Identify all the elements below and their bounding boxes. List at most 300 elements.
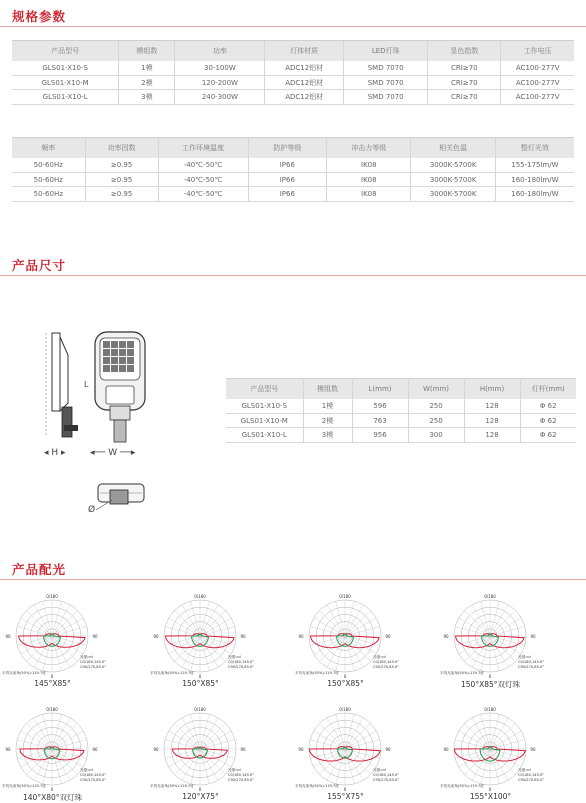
polar-spoke bbox=[345, 636, 363, 667]
polar-spoke bbox=[345, 714, 354, 749]
polar-spoke bbox=[52, 718, 70, 749]
table-cell: 50-60Hz bbox=[12, 187, 85, 202]
polar-caption: 140°X80°双灯珠 bbox=[23, 793, 82, 802]
polar-spoke bbox=[200, 749, 225, 774]
polar-spoke bbox=[490, 636, 499, 671]
polar-spoke bbox=[465, 636, 490, 661]
polar-spoke bbox=[327, 636, 345, 667]
polar-legend-text: C0/180,145.0° bbox=[373, 773, 400, 777]
polar-axis-label: 0/180 bbox=[484, 594, 496, 599]
polar-axis-label: 90 bbox=[298, 634, 304, 639]
polar-spoke bbox=[34, 749, 52, 780]
table-cell: CRI≥70 bbox=[428, 61, 501, 76]
table-cell: 956 bbox=[352, 428, 408, 443]
polar-spoke bbox=[52, 636, 77, 661]
table-cell: GLS01-X10-S bbox=[226, 399, 303, 414]
section-title-specs: 规格参数 bbox=[12, 9, 67, 24]
polar-spoke bbox=[490, 618, 521, 636]
table-cell: 250 bbox=[408, 413, 464, 428]
polar-spoke bbox=[27, 724, 52, 749]
polar-spoke bbox=[336, 749, 345, 784]
polar-spoke bbox=[345, 636, 370, 661]
polar-axis-label: 90 bbox=[153, 747, 159, 752]
polar-legend-text: C0/180,145.0° bbox=[80, 660, 107, 664]
polar-spoke bbox=[490, 740, 525, 749]
polar-spoke bbox=[52, 731, 83, 749]
polar-spoke bbox=[327, 749, 345, 780]
polar-legend-text: C90/270,85.0° bbox=[518, 665, 545, 669]
polar-spoke bbox=[21, 618, 52, 636]
polar-axis-label: 0 bbox=[488, 674, 492, 679]
polar-legend-text: C90/270,85.0° bbox=[228, 778, 255, 782]
table-cell: CRI≥70 bbox=[428, 75, 501, 90]
table-cell: 3000K-5700K bbox=[411, 158, 495, 173]
polar-legend-text: 光强:cd bbox=[228, 768, 241, 772]
polar-spoke bbox=[345, 724, 370, 749]
table-row bbox=[12, 172, 574, 187]
polar-spoke bbox=[327, 605, 345, 636]
polar-caption: 150°X85°双灯珠 bbox=[461, 680, 520, 689]
polar-spoke bbox=[200, 636, 225, 661]
polar-spoke bbox=[345, 605, 363, 636]
polar-spoke bbox=[314, 749, 345, 767]
polar-axis-label: 90 bbox=[92, 634, 98, 639]
polar-diagram bbox=[438, 592, 583, 684]
dim-l-label: L bbox=[84, 380, 89, 389]
table-cell: 763 bbox=[352, 413, 408, 428]
polar-spoke bbox=[43, 714, 52, 749]
table-header-cell: 冲击力等级 bbox=[327, 138, 411, 158]
spec-table-2 bbox=[12, 137, 574, 202]
polar-spoke bbox=[52, 714, 61, 749]
polar-spoke bbox=[175, 724, 200, 749]
section-divider bbox=[0, 579, 586, 580]
polar-spoke bbox=[490, 749, 521, 767]
polar-spoke bbox=[21, 749, 52, 767]
table-cell: GLS01-X10-S bbox=[12, 61, 119, 76]
table-cell: 50-60Hz bbox=[12, 158, 85, 173]
table-cell: IP66 bbox=[248, 187, 327, 202]
polar-spoke bbox=[310, 740, 345, 749]
polar-note-text: 平均光束角(50%):119.7度 bbox=[2, 784, 46, 788]
polar-axis-label: 90 bbox=[5, 747, 11, 752]
polar-spoke bbox=[52, 636, 61, 671]
polar-axis-label: 90 bbox=[443, 747, 449, 752]
polar-legend-text: 光强:cd bbox=[228, 655, 241, 659]
section-title-photometric: 产品配光 bbox=[12, 562, 67, 577]
polar-axis-label: 0/180 bbox=[46, 707, 58, 712]
polar-spoke bbox=[200, 749, 235, 758]
polar-spoke bbox=[345, 740, 380, 749]
polar-spoke bbox=[27, 749, 52, 774]
polar-spoke bbox=[169, 731, 200, 749]
polar-note-text: 平均光束角(50%):119.7度 bbox=[150, 784, 194, 788]
table-cell: 2模 bbox=[119, 75, 175, 90]
table-cell: 240-300W bbox=[175, 90, 265, 105]
polar-spoke bbox=[336, 601, 345, 636]
dim-h-label: ◂ H ▸ bbox=[44, 448, 66, 458]
table-cell: -40℃-50℃ bbox=[158, 172, 248, 187]
polar-spoke bbox=[52, 749, 77, 774]
polar-axis-label: 90 bbox=[298, 747, 304, 752]
polar-spoke bbox=[345, 718, 363, 749]
polar-spoke bbox=[52, 636, 70, 667]
polar-axis-label: 90 bbox=[92, 747, 98, 752]
polar-spoke bbox=[465, 611, 490, 636]
polar-spoke bbox=[200, 636, 218, 667]
polar-spoke bbox=[481, 636, 490, 671]
polar-spoke bbox=[200, 714, 209, 749]
polar-spoke bbox=[52, 749, 83, 767]
polar-spoke bbox=[472, 605, 490, 636]
polar-spoke bbox=[465, 724, 490, 749]
table-cell: IK08 bbox=[327, 158, 411, 173]
table-cell: ADC12铝材 bbox=[265, 61, 344, 76]
polar-diagram bbox=[148, 592, 293, 684]
polar-caption: 145°X85° bbox=[34, 679, 71, 688]
polar-legend-text: C90/270,85.0° bbox=[228, 665, 255, 669]
table-header-cell: L(mm) bbox=[352, 379, 408, 399]
polar-spoke bbox=[481, 749, 490, 784]
section-title-dimensions: 产品尺寸 bbox=[12, 258, 67, 273]
table-header-cell: 工作电压 bbox=[501, 41, 574, 61]
polar-axis-label: 0 bbox=[343, 674, 347, 679]
table-cell: GLS01-X10-L bbox=[226, 428, 303, 443]
table-cell: 3000K-5700K bbox=[411, 187, 495, 202]
polar-spoke bbox=[455, 740, 490, 749]
polar-legend-text: 光强:cd bbox=[80, 655, 93, 659]
table-cell: 300 bbox=[408, 428, 464, 443]
polar-spoke bbox=[191, 749, 200, 784]
polar-spoke bbox=[336, 636, 345, 671]
table-cell: 3000K-5700K bbox=[411, 172, 495, 187]
table-header-cell: 模组数 bbox=[303, 379, 352, 399]
table-cell: 2模 bbox=[303, 413, 352, 428]
end-view-drawing bbox=[90, 480, 152, 516]
side-view-drawing bbox=[38, 325, 89, 445]
polar-axis-label: 0 bbox=[50, 787, 54, 792]
polar-spoke bbox=[27, 611, 52, 636]
dim-diameter-label: Ø bbox=[88, 505, 96, 515]
polar-spoke bbox=[490, 601, 499, 636]
polar-spoke bbox=[34, 636, 52, 667]
polar-axis-label: 90 bbox=[385, 634, 391, 639]
polar-spoke bbox=[200, 611, 225, 636]
polar-spoke bbox=[490, 636, 508, 667]
polar-spoke bbox=[43, 636, 52, 671]
table-cell: 128 bbox=[464, 428, 520, 443]
section-divider bbox=[0, 26, 586, 27]
table-row bbox=[12, 61, 574, 76]
polar-legend-text: C0/180,145.0° bbox=[80, 773, 107, 777]
polar-spoke bbox=[320, 724, 345, 749]
polar-axis-label: 90 bbox=[5, 634, 11, 639]
polar-note-text: 平均光束角(50%):119.7度 bbox=[2, 671, 46, 675]
table-cell: ADC12铝材 bbox=[265, 75, 344, 90]
polar-spoke bbox=[314, 618, 345, 636]
table-header-cell: 灯体材质 bbox=[265, 41, 344, 61]
polar-spoke bbox=[320, 611, 345, 636]
polar-spoke bbox=[191, 714, 200, 749]
polar-caption: 120°X75° bbox=[182, 792, 219, 801]
table-cell: -40℃-50℃ bbox=[158, 158, 248, 173]
polar-spoke bbox=[43, 601, 52, 636]
polar-spoke bbox=[200, 749, 218, 780]
table-header-cell: W(mm) bbox=[408, 379, 464, 399]
polar-diagram bbox=[148, 705, 293, 797]
polar-legend-text: C0/180,145.0° bbox=[518, 773, 545, 777]
polar-spoke bbox=[169, 618, 200, 636]
polar-diagram bbox=[293, 705, 438, 797]
table-header-cell: 相关色温 bbox=[411, 138, 495, 158]
polar-spoke bbox=[52, 618, 83, 636]
polar-note-text: 平均光束角(50%):119.7度 bbox=[295, 784, 339, 788]
polar-spoke bbox=[182, 636, 200, 667]
table-cell: ≥0.95 bbox=[85, 187, 158, 202]
spec-table-1 bbox=[12, 40, 574, 105]
table-header-cell: 整灯光效 bbox=[495, 138, 574, 158]
table-cell: IP66 bbox=[248, 172, 327, 187]
polar-legend-text: C0/180,145.0° bbox=[228, 773, 255, 777]
polar-legend-text: C0/180,145.0° bbox=[518, 660, 545, 664]
table-cell: 3模 bbox=[119, 90, 175, 105]
polar-spoke bbox=[481, 714, 490, 749]
polar-spoke bbox=[472, 636, 490, 667]
polar-spoke bbox=[459, 749, 490, 767]
table-header-cell: 灯杆(mm) bbox=[520, 379, 576, 399]
polar-spoke bbox=[490, 724, 515, 749]
table-cell: IK08 bbox=[327, 172, 411, 187]
polar-spoke bbox=[21, 731, 52, 749]
table-header-cell: 防护等级 bbox=[248, 138, 327, 158]
table-cell: ADC12铝材 bbox=[265, 90, 344, 105]
table-cell: 155-175lm/W bbox=[495, 158, 574, 173]
polar-spoke bbox=[52, 601, 61, 636]
polar-spoke bbox=[200, 724, 225, 749]
table-cell: Φ 62 bbox=[520, 428, 576, 443]
polar-legend-text: C90/270,85.0° bbox=[518, 778, 545, 782]
table-header-cell: 频率 bbox=[12, 138, 85, 158]
table-header-row bbox=[226, 379, 576, 399]
polar-spoke bbox=[52, 749, 70, 780]
table-cell: 50-60Hz bbox=[12, 172, 85, 187]
polar-spoke bbox=[320, 636, 345, 661]
polar-spoke bbox=[52, 749, 61, 784]
table-cell: Φ 62 bbox=[520, 399, 576, 414]
polar-axis-label: 0 bbox=[488, 787, 492, 792]
table-cell: 1模 bbox=[119, 61, 175, 76]
polar-legend-text: C0/180,145.0° bbox=[228, 660, 255, 664]
top-view-drawing bbox=[90, 330, 152, 445]
polar-caption: 150°X85° bbox=[182, 679, 219, 688]
polar-legend-text: C90/270,85.0° bbox=[373, 665, 400, 669]
table-header-cell: 显色指数 bbox=[428, 41, 501, 61]
table-cell: 1模 bbox=[303, 399, 352, 414]
polar-spoke bbox=[175, 611, 200, 636]
polar-axis-label: 0 bbox=[343, 787, 347, 792]
table-header-cell: LED灯珠 bbox=[344, 41, 428, 61]
table-header-cell: 产品型号 bbox=[12, 41, 119, 61]
polar-spoke bbox=[165, 749, 200, 758]
polar-spoke bbox=[175, 636, 200, 661]
polar-legend-text: 光强:cd bbox=[518, 655, 531, 659]
polar-spoke bbox=[34, 605, 52, 636]
polar-note-text: 平均光束角(50%):119.7度 bbox=[295, 671, 339, 675]
polar-spoke bbox=[200, 601, 209, 636]
table-row bbox=[226, 428, 576, 443]
polar-spoke bbox=[52, 724, 77, 749]
table-cell: SMD 7070 bbox=[344, 75, 428, 90]
polar-legend-text: C0/180,145.0° bbox=[373, 660, 400, 664]
polar-spoke bbox=[490, 611, 515, 636]
polar-axis-label: 90 bbox=[240, 634, 246, 639]
polar-axis-label: 90 bbox=[530, 634, 536, 639]
polar-spoke bbox=[200, 636, 209, 671]
table-cell: SMD 7070 bbox=[344, 90, 428, 105]
polar-legend-text: C90/270,85.0° bbox=[80, 778, 107, 782]
polar-spoke bbox=[200, 718, 218, 749]
polar-spoke bbox=[182, 718, 200, 749]
polar-axis-label: 90 bbox=[443, 634, 449, 639]
polar-caption: 150°X85° bbox=[327, 679, 364, 688]
polar-axis-label: 0/180 bbox=[46, 594, 58, 599]
polar-spoke bbox=[345, 636, 354, 671]
polar-caption: 155°X75° bbox=[327, 792, 364, 801]
polar-spoke bbox=[345, 611, 370, 636]
table-cell: 120-200W bbox=[175, 75, 265, 90]
polar-legend-text: C90/270,85.0° bbox=[373, 778, 400, 782]
polar-legend-text: 光强:cd bbox=[373, 655, 386, 659]
polar-legend-text: 光强:cd bbox=[373, 768, 386, 772]
table-row bbox=[226, 413, 576, 428]
table-cell: 3模 bbox=[303, 428, 352, 443]
table-cell: ≥0.95 bbox=[85, 158, 158, 173]
polar-diagram bbox=[293, 592, 438, 684]
dimension-table bbox=[226, 378, 576, 443]
polar-spoke bbox=[182, 605, 200, 636]
polar-axis-label: 0/180 bbox=[339, 707, 351, 712]
polar-spoke bbox=[320, 749, 345, 774]
polar-legend-text: C90/270,85.0° bbox=[80, 665, 107, 669]
table-cell: GLS01-X10-M bbox=[226, 413, 303, 428]
table-cell: CRI≥70 bbox=[428, 90, 501, 105]
polar-spoke bbox=[490, 636, 515, 661]
polar-spoke bbox=[200, 618, 231, 636]
table-row bbox=[12, 158, 574, 173]
table-row bbox=[12, 187, 574, 202]
polar-note-text: 平均光束角(50%):119.7度 bbox=[150, 671, 194, 675]
table-cell: AC100-277V bbox=[501, 61, 574, 76]
dim-w-label: ◂── W ──▸ bbox=[90, 448, 136, 458]
polar-spoke bbox=[459, 618, 490, 636]
table-row bbox=[12, 90, 574, 105]
table-row bbox=[12, 75, 574, 90]
table-cell: 128 bbox=[464, 413, 520, 428]
table-cell: GLS01-X10-L bbox=[12, 90, 119, 105]
polar-spoke bbox=[175, 749, 200, 774]
table-header-cell: 模组数 bbox=[119, 41, 175, 61]
polar-spoke bbox=[182, 749, 200, 780]
polar-spoke bbox=[345, 601, 354, 636]
polar-spoke bbox=[27, 636, 52, 661]
table-header-cell: 功率 bbox=[175, 41, 265, 61]
polar-spoke bbox=[34, 718, 52, 749]
table-cell: IP66 bbox=[248, 158, 327, 173]
polar-spoke bbox=[43, 749, 52, 784]
polar-spoke bbox=[336, 714, 345, 749]
polar-legend-text: 光强:cd bbox=[80, 768, 93, 772]
polar-spoke bbox=[490, 749, 515, 774]
polar-spoke bbox=[472, 718, 490, 749]
polar-spoke bbox=[345, 749, 363, 780]
polar-note-text: 平均光束角(50%):119.7度 bbox=[440, 784, 484, 788]
table-cell: AC100-277V bbox=[501, 75, 574, 90]
table-cell: 160-180lm/W bbox=[495, 187, 574, 202]
polar-axis-label: 0/180 bbox=[194, 707, 206, 712]
polar-axis-label: 90 bbox=[153, 634, 159, 639]
polar-spoke bbox=[327, 718, 345, 749]
section-divider bbox=[0, 275, 586, 276]
polar-spoke bbox=[200, 749, 209, 784]
polar-axis-label: 0 bbox=[198, 674, 202, 679]
polar-note-text: 平均光束角(50%):119.7度 bbox=[440, 671, 484, 675]
polar-axis-label: 0/180 bbox=[484, 707, 496, 712]
table-cell: AC100-277V bbox=[501, 90, 574, 105]
polar-axis-label: 0 bbox=[198, 787, 202, 792]
table-header-row bbox=[12, 138, 574, 158]
polar-spoke bbox=[200, 731, 231, 749]
table-cell: ≥0.95 bbox=[85, 172, 158, 187]
table-cell: 250 bbox=[408, 399, 464, 414]
table-cell: -40℃-50℃ bbox=[158, 187, 248, 202]
polar-axis-label: 90 bbox=[385, 747, 391, 752]
table-header-cell: H(mm) bbox=[464, 379, 520, 399]
table-cell: IK08 bbox=[327, 187, 411, 202]
table-row bbox=[226, 399, 576, 414]
table-cell: 596 bbox=[352, 399, 408, 414]
polar-diagram bbox=[0, 705, 145, 797]
polar-spoke bbox=[465, 749, 490, 774]
polar-spoke bbox=[345, 749, 370, 774]
polar-spoke bbox=[490, 718, 508, 749]
polar-caption: 155°X100° bbox=[469, 792, 512, 801]
table-header-cell: 功率因数 bbox=[85, 138, 158, 158]
polar-legend-text: 光强:cd bbox=[518, 768, 531, 772]
polar-axis-label: 0/180 bbox=[194, 594, 206, 599]
polar-axis-label: 90 bbox=[240, 747, 246, 752]
polar-spoke bbox=[191, 636, 200, 671]
polar-axis-label: 0 bbox=[50, 674, 54, 679]
polar-axis-label: 0/180 bbox=[339, 594, 351, 599]
polar-spoke bbox=[345, 749, 376, 767]
table-header-cell: 产品型号 bbox=[226, 379, 303, 399]
polar-spoke bbox=[481, 601, 490, 636]
polar-diagram bbox=[0, 592, 145, 684]
polar-spoke bbox=[191, 601, 200, 636]
table-header-cell: 工作环境温度 bbox=[158, 138, 248, 158]
polar-spoke bbox=[52, 605, 70, 636]
polar-axis-label: 90 bbox=[530, 747, 536, 752]
table-cell: SMD 7070 bbox=[344, 61, 428, 76]
polar-diagram bbox=[438, 705, 583, 797]
polar-spoke bbox=[200, 605, 218, 636]
table-cell: 30-100W bbox=[175, 61, 265, 76]
table-header-row bbox=[12, 41, 574, 61]
polar-spoke bbox=[490, 605, 508, 636]
polar-spoke bbox=[52, 611, 77, 636]
polar-spoke bbox=[490, 714, 499, 749]
table-cell: 128 bbox=[464, 399, 520, 414]
